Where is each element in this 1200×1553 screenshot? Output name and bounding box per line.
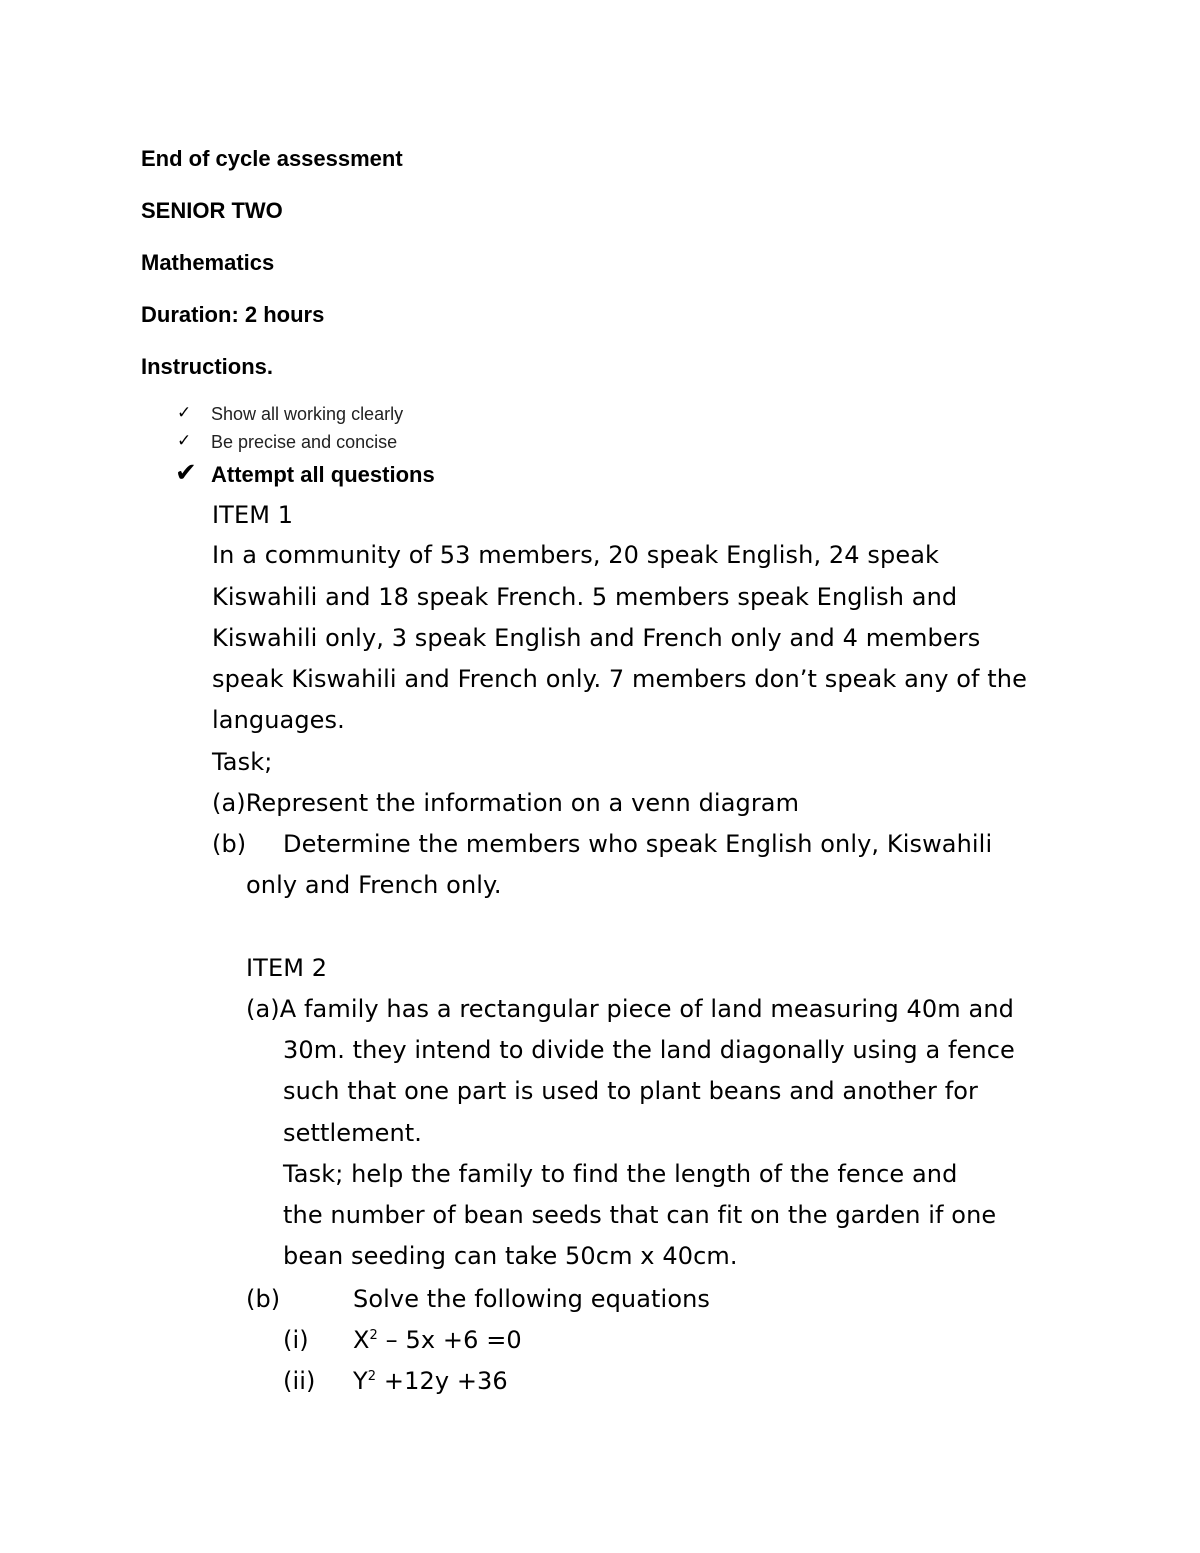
item2-part-a-line: 30m. they intend to divide the land diagonally using a fence bbox=[283, 1036, 1015, 1064]
item1-paragraph-line: speak Kiswahili and French only. 7 members don’t speak any of the bbox=[212, 665, 1027, 693]
equation-exponent: 2 bbox=[367, 1369, 377, 1384]
item2-heading: ITEM 2 bbox=[246, 954, 328, 982]
item1-paragraph-line: Kiswahili only, 3 speak English and French only and 4 members bbox=[212, 624, 981, 652]
item2-part-a-line: settlement. bbox=[283, 1119, 423, 1147]
instruction-item: Attempt all questions bbox=[211, 462, 435, 487]
instructions-heading: Instructions. bbox=[141, 354, 274, 379]
duration: Duration: 2 hours bbox=[141, 302, 325, 327]
item2-part-a-line: such that one part is used to plant beans and another for bbox=[283, 1077, 978, 1105]
document-title: End of cycle assessment bbox=[141, 146, 403, 171]
instruction-item: Show all working clearly bbox=[211, 404, 404, 424]
item1-part-b-line: Determine the members who speak English only, Kiswahili bbox=[283, 830, 993, 858]
equation bbox=[353, 1367, 508, 1395]
instruction-item: Be precise and concise bbox=[211, 432, 398, 452]
item1-paragraph-line: In a community of 53 members, 20 speak English, 24 speak bbox=[212, 541, 940, 569]
item2-part-a-line: Task; help the family to find the length of the fence and bbox=[283, 1160, 958, 1188]
equation-base: X bbox=[353, 1326, 370, 1354]
item1-paragraph-line: languages. bbox=[212, 706, 345, 734]
item1-heading: ITEM 1 bbox=[212, 501, 294, 529]
check-icon: ✔ bbox=[175, 458, 197, 488]
equation-rest: – 5x +6 =0 bbox=[377, 1326, 522, 1354]
equation-label: (i) bbox=[283, 1326, 309, 1354]
item2-part-b-text: Solve the following equations bbox=[353, 1285, 711, 1313]
item1-paragraph-line: Kiswahili and 18 speak French. 5 members speak English and bbox=[212, 583, 958, 611]
item1-part-b-label: (b) bbox=[212, 830, 247, 858]
equation-rest: +12y +36 bbox=[376, 1367, 508, 1395]
item1-task-label: Task; bbox=[212, 748, 273, 776]
equation-exponent: 2 bbox=[369, 1328, 378, 1343]
item1-part-a: (a)Represent the information on a venn diagram bbox=[212, 789, 800, 817]
equation-label: (ii) bbox=[283, 1367, 316, 1395]
item2-part-a-line: the number of bean seeds that can fit on the garden if one bbox=[283, 1201, 997, 1229]
class-level: SENIOR TWO bbox=[141, 198, 283, 223]
item2-part-a-line: (a)A family has a rectangular piece of land measuring 40m and bbox=[246, 995, 1014, 1023]
equation bbox=[353, 1326, 522, 1354]
subject: Mathematics bbox=[141, 250, 275, 275]
check-icon: ✓ bbox=[177, 431, 192, 451]
item1-part-b-line: only and French only. bbox=[246, 871, 502, 899]
equation-base: Y bbox=[353, 1367, 368, 1395]
item2-part-b-label: (b) bbox=[246, 1285, 281, 1313]
item2-part-a-line: bean seeding can take 50cm x 40cm. bbox=[283, 1242, 738, 1270]
check-icon: ✓ bbox=[177, 403, 192, 423]
